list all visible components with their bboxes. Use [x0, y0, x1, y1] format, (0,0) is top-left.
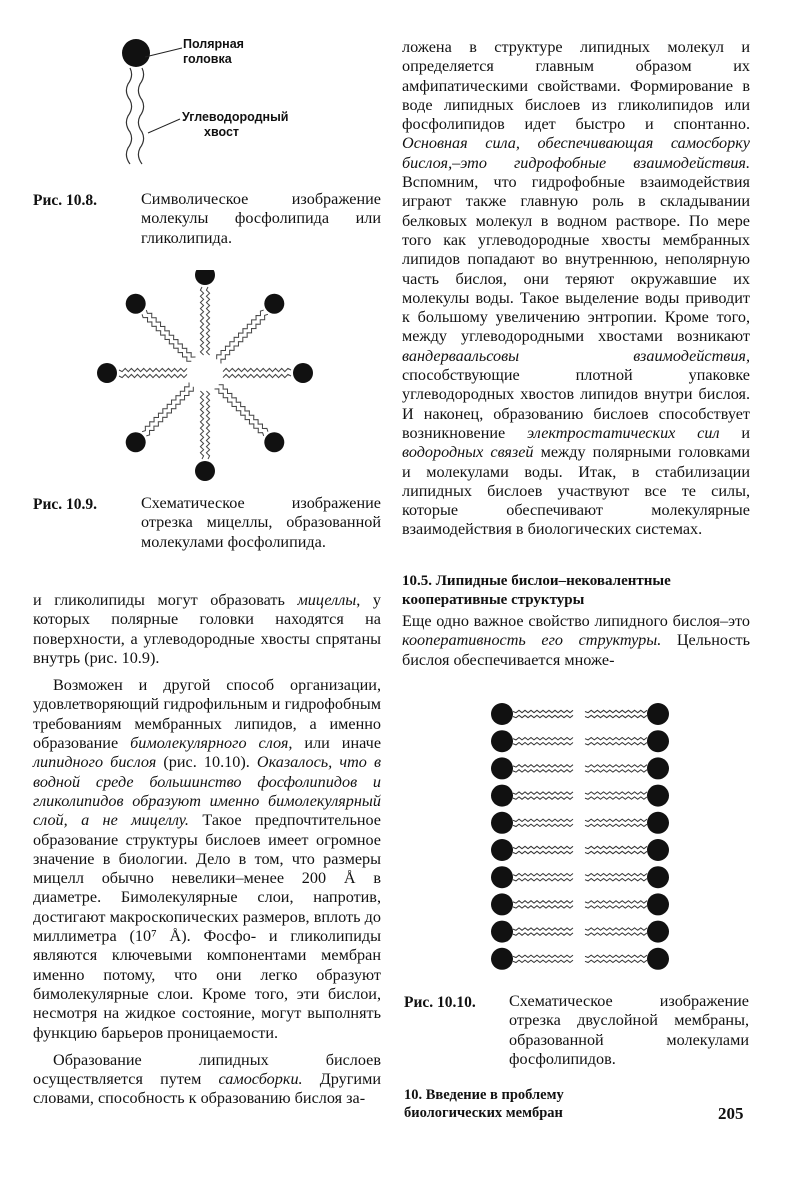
- micelle-head-icon: [195, 270, 215, 285]
- bilayer-tail: [513, 933, 573, 935]
- caption-text-10-9: Схематическое изображение отрезка мицеллы, образованной молекулами фосфолипида.: [141, 494, 381, 551]
- bilayer-tail: [513, 874, 573, 876]
- figure-10-9-micelle: [95, 270, 325, 485]
- bilayer-head-icon: [647, 893, 669, 915]
- bilayer-head-icon: [491, 812, 513, 834]
- bilayer-tail: [585, 819, 647, 821]
- bilayer-tail: [585, 906, 647, 908]
- bilayer-tail: [513, 715, 573, 717]
- bilayer-tail: [585, 851, 647, 853]
- bilayer-head-icon: [647, 730, 669, 752]
- caption-text-10-8: Символическое изображение молекулы фосфолипида или гликолипида.: [141, 190, 381, 247]
- bilayer-tail: [585, 955, 647, 957]
- bilayer-head-icon: [647, 948, 669, 970]
- bilayer-tail: [513, 765, 573, 767]
- bilayer-tail: [513, 710, 573, 712]
- bilayer-tail: [513, 770, 573, 772]
- micelle-tail: [200, 391, 203, 459]
- bilayer-head-icon: [491, 948, 513, 970]
- micelle-head-icon: [264, 432, 284, 452]
- bilayer-tail: [513, 797, 573, 799]
- micelle-head-icon: [126, 432, 146, 452]
- bilayer-tail: [513, 743, 573, 745]
- bilayer-tail: [585, 792, 647, 794]
- bilayer-tail: [513, 960, 573, 962]
- bilayer-tail: [513, 846, 573, 848]
- bilayer-head-icon: [491, 866, 513, 888]
- bilayer-tail: [513, 879, 573, 881]
- bilayer-tail: [585, 797, 647, 799]
- bilayer-head-icon: [491, 893, 513, 915]
- micelle-tail: [119, 374, 187, 377]
- bilayer-head-icon: [491, 703, 513, 725]
- bilayer-head-icon: [647, 812, 669, 834]
- section-heading-10-5: 10.5. Липидные бислои–нековалентные кооперативные структуры: [402, 573, 671, 608]
- micelle-head-icon: [97, 363, 117, 383]
- label-polar-head: Полярная головка: [183, 37, 244, 66]
- bilayer-tail: [513, 955, 573, 957]
- micelle-head-icon: [264, 294, 284, 314]
- bilayer-head-icon: [491, 785, 513, 807]
- bilayer-tail: [585, 901, 647, 903]
- bilayer-head-icon: [491, 921, 513, 943]
- micelle-tail: [217, 310, 264, 359]
- bilayer-tail: [513, 824, 573, 826]
- page-number: 205: [718, 1104, 744, 1123]
- caption-label-10-10: Рис. 10.10.: [404, 994, 476, 1011]
- bilayer-tail: [585, 928, 647, 930]
- bilayer-tail: [585, 874, 647, 876]
- bilayer-tail: [585, 743, 647, 745]
- figure-10-10-bilayer: [485, 700, 675, 980]
- bilayer-tail: [513, 851, 573, 853]
- caption-label-10-8: Рис. 10.8.: [33, 192, 98, 209]
- bilayer-head-icon: [647, 866, 669, 888]
- bilayer-tail: [585, 710, 647, 712]
- micelle-tail: [146, 387, 193, 436]
- bilayer-tail: [585, 960, 647, 962]
- paragraph: Образование липидных бислоев осуществляется путем самосборки. Другими словами, способность к образованию бислоя за-: [33, 1050, 381, 1108]
- hydrocarbon-tail-left: [126, 68, 131, 164]
- bilayer-head-icon: [491, 730, 513, 752]
- caption-label-10-9: Рис. 10.9.: [33, 496, 98, 513]
- bilayer-head-icon: [647, 839, 669, 861]
- bilayer-tail: [513, 792, 573, 794]
- micelle-tail: [200, 287, 203, 355]
- micelle-head-icon: [195, 461, 215, 481]
- right-column-text: [402, 38, 750, 540]
- bilayer-tail: [513, 738, 573, 740]
- bilayer-head-icon: [491, 839, 513, 861]
- label-hydrocarbon-tail: Углеводородный хвост: [182, 110, 289, 139]
- micelle-head-icon: [126, 294, 146, 314]
- bilayer-tail: [585, 770, 647, 772]
- micelle-tail: [215, 389, 264, 436]
- paragraph: и гликолипиды могут образовать мицеллы, у которых полярные головки находятся на поверхности, а углеводородные хвосты спрятаны внутрь (рис. 10.9).: [33, 591, 381, 667]
- bilayer-head-icon: [647, 703, 669, 725]
- paragraph: ложена в структуре липидных молекул и определяется главным образом их амфипатическими свойствами. Формирование в воде липидных бислоев из гликолипидов или фосфолипидов идет быстро и спонтанно. Основная сила, обеспечивающая самосборку бислоя,–это гидрофобные взаимодействия. Вспомним, что гидрофобные взаимодействия играют также главную роль в складывании белковых молекул в водном растворе. По мере того как углеводородные хвосты мембранных липидов попадают во внутреннюю, неполярную часть бислоя, они теряют окружавшие их молекулы воды. Такое выделение воды приводит к большому увеличению энтропии. Кроме того, между углеводородными хвостами возникают вандерваальсовы взаимодействия, способствующие плотной упаковке углеводородных хвостов липидов внутри бислоя. И наконец, образованию бислоев способствует возникновение электростатических сил и водородных связей между полярными головками и молекулами воды. Итак, в стабилизации липидных бислоев участвуют все те силы, которые обеспечивают молекулярные взаимодействия в биологических системах.: [402, 38, 751, 539]
- caption-text-10-10: Схематическое изображение отрезка двуслойной мембраны, образованной молекулами фосфолипидов.: [509, 992, 749, 1068]
- micelle-tail: [221, 314, 268, 363]
- paragraph: Возможен и другой способ организации, удовлетворяющий гидрофильным и гидрофобным требованиям мембранных липидов, а именно образование бимолекулярного слоя, или иначе липидного бислоя (рис. 10.10). Оказалось, что в водной среде большинство фосфолипидов и гликолипидов образуют именно бимолекулярный слой, а не мицеллу. Такое предпочтительное образование структуры бислоев имеет огромное значение в биологии. Дело в том, что размеры мицелл обычно невелики–менее 200 Å в диаметре. Бимолекулярные слои, напротив, достигают макроскопических размеров, вплоть до миллиметра (10⁷ Å). Фосфо- и гликолипиды являются ключевыми компонентами мембран именно потому, что они легко образуют бимолекулярные слои. Кроме того, эти бислои, несмотря на жидкое состояние, могут выполнять функцию барьеров проницаемости.: [33, 676, 381, 1042]
- micelle-tail: [206, 391, 209, 459]
- micelle-tail: [142, 383, 189, 432]
- micelle-tail: [223, 374, 291, 377]
- right-column-text-2: [402, 612, 750, 670]
- left-column-text: [33, 591, 381, 1109]
- micelle-tail: [223, 368, 291, 371]
- bilayer-tail: [585, 846, 647, 848]
- bilayer-head-icon: [491, 757, 513, 779]
- bilayer-tail: [513, 901, 573, 903]
- bilayer-tail: [585, 824, 647, 826]
- micelle-tail: [119, 368, 187, 371]
- micelle-head-icon: [293, 363, 313, 383]
- bilayer-tail: [585, 765, 647, 767]
- micelle-tail: [206, 287, 209, 355]
- micelle-tail: [146, 310, 195, 357]
- bilayer-tail: [585, 715, 647, 717]
- bilayer-tail: [513, 928, 573, 930]
- paragraph: Еще одно важное свойство липидного бислоя–это кооперативность его структуры. Цельность бислоя обеспечивается множе-: [402, 612, 750, 669]
- bilayer-head-icon: [647, 921, 669, 943]
- micelle-tail: [142, 314, 191, 361]
- bilayer-head-icon: [647, 757, 669, 779]
- bilayer-tail: [513, 819, 573, 821]
- bilayer-tail: [585, 879, 647, 881]
- running-footer-chapter: 10. Введение в проблему биологических мембран: [404, 1087, 564, 1121]
- micelle-tail: [219, 385, 268, 432]
- bilayer-head-icon: [647, 785, 669, 807]
- bilayer-tail: [585, 933, 647, 935]
- bilayer-tail: [513, 906, 573, 908]
- bilayer-tail: [585, 738, 647, 740]
